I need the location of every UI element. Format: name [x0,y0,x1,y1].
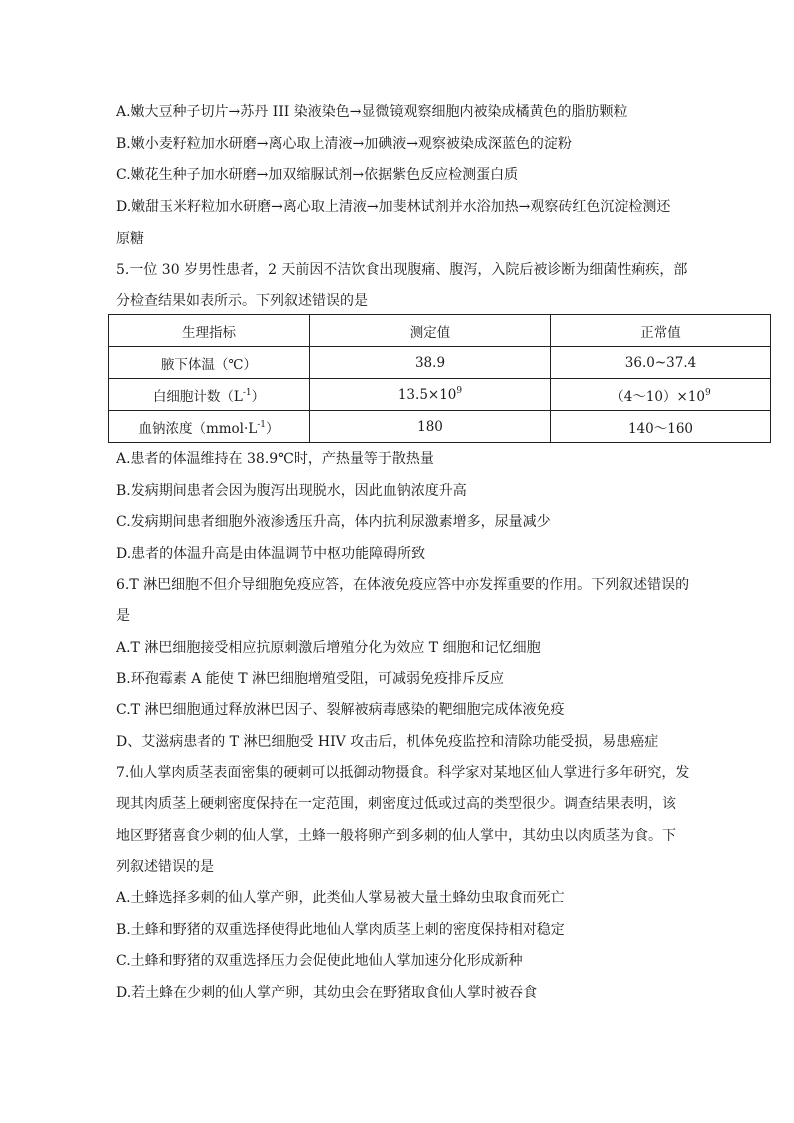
row-temperature-normal: 36.0~37.4 [551,347,771,379]
q6-stem-continued: 是 [116,608,130,624]
q4-option-d-continued: 原糖 [116,231,144,247]
q6-option-d: D、艾滋病患者的 T 淋巴细胞受 HIV 攻击后，机体免疫监控和清除功能受损，易患癌症 [116,734,659,750]
q7-stem-continued-2: 地区野猪喜食少刺的仙人掌，土蜂一般将卵产到多刺的仙人掌中，其幼虫以肉质茎为食。下 [116,828,676,844]
q7-option-a: A.土蜂选择多刺的仙人掌产卵，此类仙人掌易被大量土蜂幼虫取食而死亡 [116,890,565,906]
q5-option-d: D.患者的体温升高是由体温调节中枢功能障碍所致 [116,546,426,562]
q5-option-b: B.发病期间患者会因为腹泻出现脱水，因此血钠浓度升高 [116,483,467,499]
q6-option-a: A.T 淋巴细胞接受相应抗原刺激后增殖分化为效应 T 细胞和记忆细胞 [116,640,541,656]
q5-option-c: C.发病期间患者细胞外液渗透压升高，体内抗利尿激素增多，尿量减少 [116,514,551,530]
header-normal: 正常值 [551,315,771,347]
header-indicator: 生理指标 [109,315,310,347]
q7-stem-continued-1: 现其肉质茎上硬刺密度保持在一定范围，刺密度过低或过高的类型很少。调查结果表明，该 [116,796,676,812]
q6-option-c: C.T 淋巴细胞通过释放淋巴因子、裂解被病毒感染的靶细胞完成体液免疫 [116,702,565,718]
q6-stem: 6.T 淋巴细胞不但介导细胞免疫应答，在体液免疫应答中亦发挥重要的作用。下列叙述错误的 [116,577,690,593]
q7-stem-continued-3: 列叙述错误的是 [116,859,214,875]
table-row [109,379,771,411]
q4-option-c: C.嫩花生种子加水研磨→加双缩脲试剂→依据紫色反应检测蛋白质 [116,167,519,183]
q4-option-d: D.嫩甜玉米籽粒加水研磨→离心取上清液→加斐林试剂并水浴加热→观察砖红色沉淀检测还 [116,199,671,215]
q7-option-c: C.土蜂和野猪的双重选择压力会促使此地仙人掌加速分化形成新种 [116,953,523,969]
q7-stem: 7.仙人掌肉质茎表面密集的硬刺可以抵御动物摄食。科学家对某地区仙人掌进行多年研究，发 [116,765,690,781]
row-sodium-normal: 140～160 [551,411,771,443]
physiology-table [108,314,771,443]
q5-stem: 5.一位 30 岁男性患者，2 天前因不洁饮食出现腹痛、腹泻，入院后被诊断为细菌性痢疾，部 [116,262,688,278]
q7-option-b: B.土蜂和野猪的双重选择使得此地仙人掌肉质茎上刺的密度保持相对稳定 [116,922,565,938]
header-measured: 测定值 [310,315,551,347]
q4-option-a: A.嫩大豆种子切片→苏丹 III 染液染色→显微镜观察细胞内被染成橘黄色的脂肪颗粒 [116,104,628,120]
q4-option-b: B.嫩小麦籽粒加水研磨→离心取上清液→加碘液→观察被染成深蓝色的淀粉 [116,136,572,152]
q6-option-b: B.环孢霉素 A 能使 T 淋巴细胞增殖受阻，可减弱免疫排斥反应 [116,671,504,687]
row-temperature-measured: 38.9 [310,347,551,379]
row-sodium-measured: 180 [310,411,551,443]
row-wbc-measured: $13.5\times 10^9$ [310,379,551,411]
q5-stem-continued: 分检查结果如表所示。下列叙述错误的是 [116,293,368,309]
q5-option-a: A.患者的体温维持在 38.9℃时，产热量等于散热量 [116,451,434,467]
table-row [109,347,771,379]
table-header-row [109,315,771,347]
row-wbc-label: 白细胞计数$(L^{-1})$ [109,379,310,411]
row-temperature-label: 腋下体温（℃） [109,347,310,379]
q7-option-d: D.若土蜂在少刺的仙人掌产卵，其幼虫会在野猪取食仙人掌时被吞食 [116,985,538,1001]
table-row [109,411,771,443]
row-sodium-label: 血钠浓度$(mmol\cdot L^{-1})$ [109,411,310,443]
row-wbc-normal: $(4\sim 10)\times 10^9$ [551,379,771,411]
